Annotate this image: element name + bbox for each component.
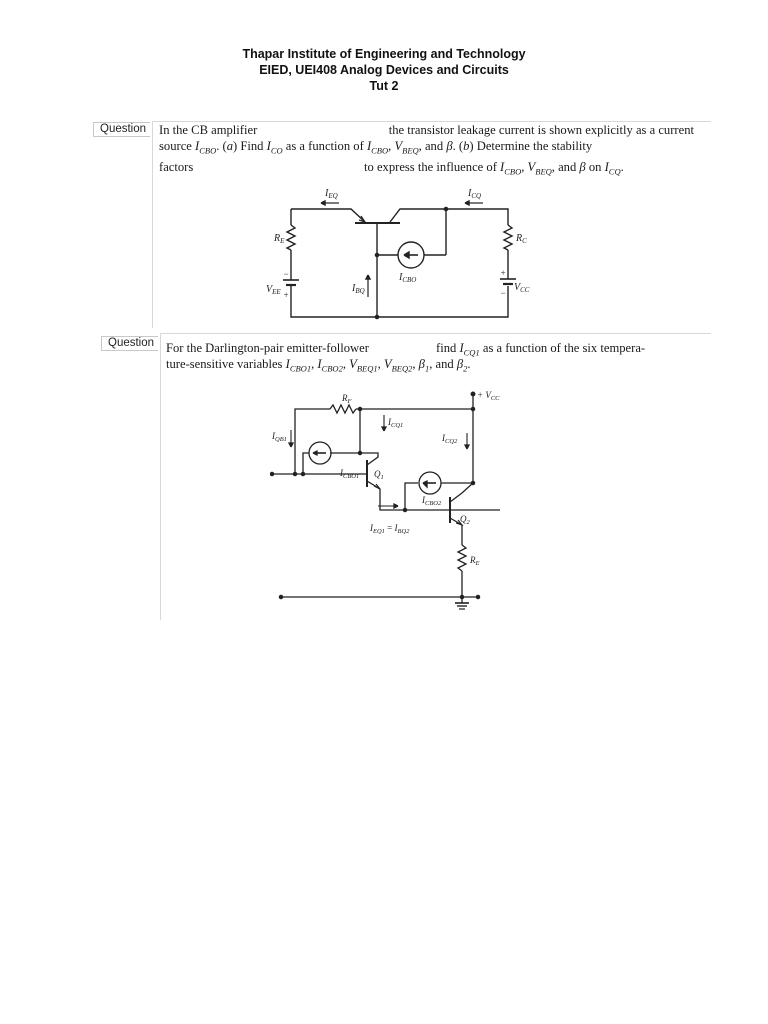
darlington-circuit xyxy=(270,385,510,620)
question-1-line-2: source $I_{CBO}$. (a) Find $I_{CO}$ as a function of $I_{CBO}$, $V_{BEQ}$, and β. (b) Determine the stability xyxy=(159,139,593,156)
q2-label: $Q_2$ xyxy=(460,514,470,526)
icbo1-label: $I_{CBO1}$ xyxy=(340,468,360,480)
course-title: EIED, UEI408 Analog Devices and Circuits xyxy=(259,63,509,77)
rc-resistor xyxy=(504,225,512,250)
cb-amplifier-circuit xyxy=(255,180,535,330)
q1-label: $Q_1$ xyxy=(374,469,384,481)
vcc-label: + $V_{CC}$ xyxy=(477,390,500,402)
ieq-label: $I_{EQ}$ xyxy=(325,188,338,200)
document-header xyxy=(0,46,768,94)
iqb1-label: $I_{QB1}$ xyxy=(272,431,287,443)
icq2-label: $I_{CQ2}$ xyxy=(442,433,458,445)
svg-text:+: + xyxy=(500,268,507,278)
tutorial-number: Tut 2 xyxy=(369,79,399,93)
re-label: $R_E$ xyxy=(274,233,285,245)
ieq1-ibq2-label: $I_{EQ1} = I_{BQ2}$ xyxy=(370,523,410,535)
re-label: $R_E$ xyxy=(470,555,480,567)
question-2-line-1: For the Darlington-pair emitter-follower find $I_{CQ1}$ as a function of the six tempera- xyxy=(166,341,646,358)
question-2-label: Question xyxy=(101,336,158,351)
vee-label: $V_{EE}$ xyxy=(266,284,281,296)
rf-label: $R_F$ xyxy=(342,393,352,405)
icq1-label: $I_{CQ1}$ xyxy=(388,417,404,429)
question-1-line-1: In the CB amplifier the transistor leakage current is shown explicitly as a current xyxy=(159,123,694,137)
question-2-line-2: ture-sensitive variables $I_{CBO1}$, $I_{CBO2}$, $V_{BEQ1}$, $V_{BEQ2}$, $\beta_1$, and $\beta_2$. xyxy=(166,357,471,374)
question-1-label: Question xyxy=(93,122,150,137)
svg-text:−: − xyxy=(500,288,507,298)
svg-text:+: + xyxy=(283,290,290,300)
question-1-text xyxy=(159,122,694,175)
icbo-label: $I_{CBO}$ xyxy=(399,272,417,284)
svg-text:−: − xyxy=(283,269,290,279)
institute-title: Thapar Institute of Engineering and Technology xyxy=(242,47,526,61)
ibq-label: $I_{BQ}$ xyxy=(352,283,365,295)
re-resistor xyxy=(458,545,466,571)
icbo2-label: $I_{CBO2}$ xyxy=(422,495,442,507)
vcc-label: $V_{CC}$ xyxy=(514,282,530,294)
icq-label: $I_{CQ}$ xyxy=(468,188,482,200)
question-2-text xyxy=(166,340,676,377)
rc-label: $R_C$ xyxy=(516,233,527,245)
re-resistor xyxy=(287,225,295,250)
question-1-line-3: factors to express the influence of $I_{CBO}$, $V_{BEQ}$, and β on $I_{CQ}$. xyxy=(159,159,624,177)
rf-resistor xyxy=(330,405,356,413)
